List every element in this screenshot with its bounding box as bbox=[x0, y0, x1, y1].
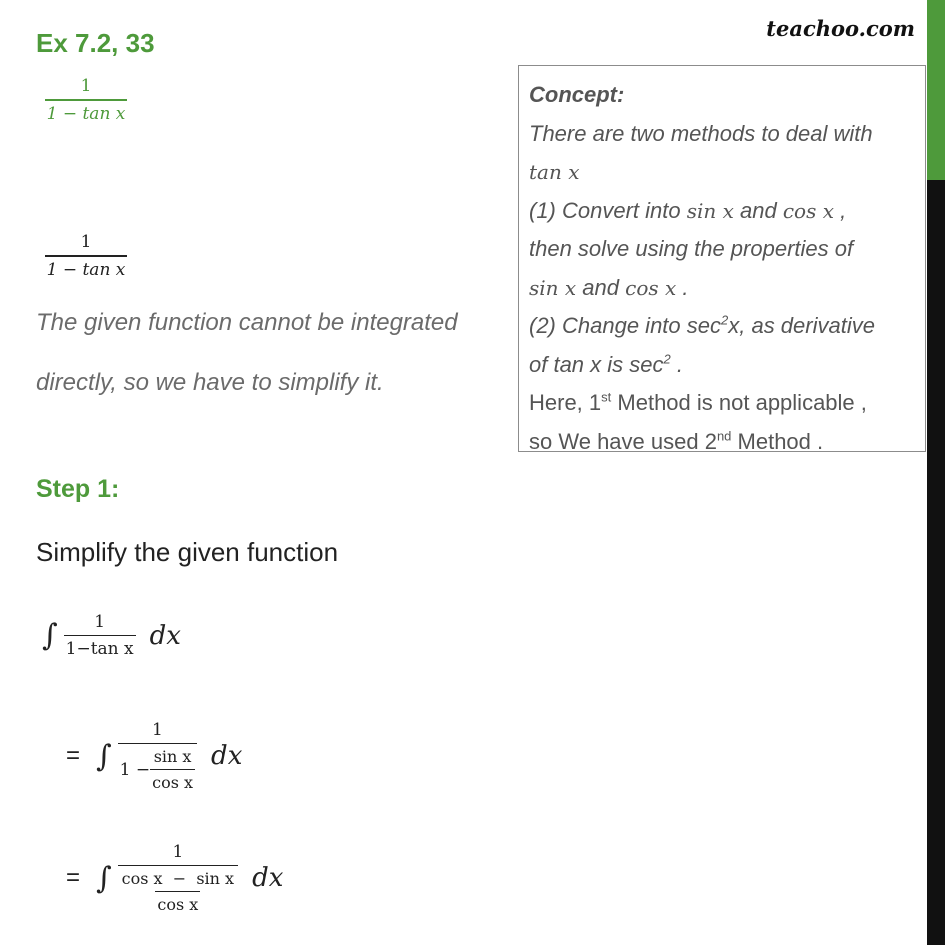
eq3-denominator: $\frac{\text{cos x − sin x}}{\text{cos x}}$ bbox=[118, 865, 238, 914]
concept-line-6: (2) Change into $\sec^2x$, as derivative bbox=[529, 312, 875, 338]
restated-fraction bbox=[36, 232, 136, 280]
concept-title: Concept: bbox=[529, 82, 625, 107]
scrollbar-thumb[interactable] bbox=[927, 0, 945, 180]
concept-line-7: of tan x is $\sec^2$ . bbox=[529, 351, 683, 377]
restated-numerator: 1 bbox=[80, 232, 92, 252]
question-denominator: 1 − tan x bbox=[45, 99, 128, 124]
equation-1 bbox=[42, 612, 181, 659]
step-text: Simplify the given function bbox=[36, 537, 339, 567]
concept-line-1: There are two methods to deal with bbox=[529, 120, 873, 146]
concept-line-4: then solve using the properties of bbox=[529, 236, 854, 261]
eq3-dx: dx bbox=[252, 863, 284, 893]
eq2-denominator: 1 − $\frac{\text{sin x}}{\text{cos x}}$ bbox=[118, 743, 197, 792]
eq3-numerator: 1 bbox=[172, 842, 184, 862]
eq3-equals: = bbox=[66, 864, 81, 891]
page-title: Ex 7.2, 33 bbox=[36, 28, 155, 58]
integral-sign: ∫ bbox=[42, 618, 58, 653]
eq1-denominator: 1−tan x bbox=[64, 635, 136, 659]
step-label: Step 1: bbox=[36, 475, 120, 503]
integral-sign: ∫ bbox=[96, 738, 112, 774]
explanation-line-1: The given function cannot be integrated bbox=[36, 309, 458, 336]
eq2-dx: dx bbox=[211, 741, 243, 771]
concept-line-9: so We have used 2nd Method . bbox=[529, 428, 824, 454]
eq1-numerator: 1 bbox=[94, 612, 106, 632]
concept-line-3: (1) Convert into sin x and cos x , bbox=[529, 197, 847, 223]
explanation-line-2: directly, so we have to simplify it. bbox=[36, 369, 384, 396]
equation-2 bbox=[66, 720, 242, 792]
eq2-equals: = bbox=[66, 742, 81, 769]
concept-box bbox=[518, 65, 926, 452]
integral-sign: ∫ bbox=[96, 860, 112, 896]
restated-denominator: 1 − tan x bbox=[45, 255, 128, 280]
teachoo-logo: teachoo.com bbox=[766, 16, 915, 41]
concept-line-8: Here, 1st Method is not applicable , bbox=[529, 389, 867, 415]
question-fraction bbox=[36, 76, 136, 124]
question-numerator: 1 bbox=[80, 76, 92, 96]
concept-line-2: tan x bbox=[529, 160, 580, 184]
equation-3 bbox=[66, 842, 283, 914]
concept-line-5: sin x and cos x . bbox=[529, 274, 689, 300]
eq2-numerator: 1 bbox=[151, 720, 163, 740]
eq1-dx: dx bbox=[149, 620, 181, 651]
